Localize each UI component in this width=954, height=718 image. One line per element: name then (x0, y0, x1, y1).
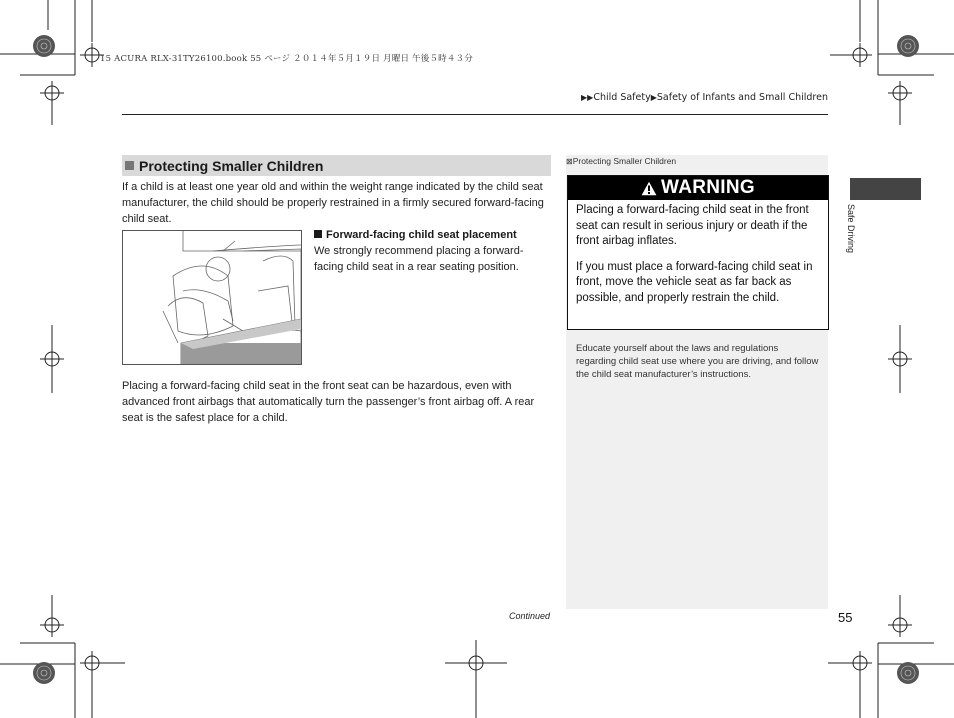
intro-paragraph: If a child is at least one year old and within the weight range indicated by the child seat manufacturer, the child should be properly restrained in a firmly secured forward-facing child seat. (122, 181, 544, 225)
warning-box (567, 175, 829, 330)
child-seat-drawing (123, 231, 301, 364)
chapter-tab-label: Safe Driving (846, 204, 856, 254)
breadcrumb-link-child-safety[interactable]: Child Safety (593, 92, 651, 103)
breadcrumb-current: Safety of Infants and Small Children (656, 92, 828, 103)
warning-triangle-icon (641, 181, 657, 196)
warning-paragraph-2: If you must place a forward-facing child seat in front, move the vehicle seat as far back as possible, and properly restrain the child. (576, 260, 813, 304)
subhead-body: We strongly recommend placing a forward-facing child seat in a rear seating position. (314, 245, 524, 273)
breadcrumb (581, 92, 828, 103)
sidebar-reference-label: Protecting Smaller Children (572, 156, 677, 166)
warning-body (576, 203, 822, 316)
sidebar-note: Educate yourself about the laws and regulations regarding child seat use where you are driving, and follow the child seat manufacturer’s instructions. (576, 343, 819, 380)
child-seat-illustration (122, 230, 302, 365)
section-title: Protecting Smaller Children (139, 157, 324, 174)
warning-title: WARNING (661, 177, 755, 198)
subhead-title: Forward-facing child seat placement (326, 229, 517, 241)
file-info-line: 15 ACURA RLX-31TY26100.book 55 ページ ２０１４年５月１９日 月曜日 午後５時４３分 (100, 54, 473, 64)
section-heading-bar (122, 155, 551, 176)
page-number: 55 (838, 610, 853, 625)
breadcrumb-arrows: ▶▶ (581, 93, 594, 102)
continued-label: Continued (508, 611, 550, 621)
forward-facing-subsection (314, 227, 552, 275)
breadcrumb-separator: ▶ (650, 93, 657, 102)
subhead-square-icon (314, 230, 322, 238)
sidebar-reference[interactable] (566, 156, 676, 166)
front-seat-hazard-paragraph: Placing a forward-facing child seat in the front seat can be hazardous, even with advanced front airbags that automatically turn the passenger’s front airbag off. A rear seat is the safest place for a child. (122, 380, 535, 424)
warning-paragraph-1: Placing a forward-facing child seat in the front seat can result in serious injury or death if the front airbag inflates. (576, 204, 809, 247)
reference-arrow-icon: ⊠ (566, 157, 573, 166)
chapter-tab[interactable] (850, 178, 921, 200)
section-square-icon (125, 161, 134, 170)
warning-header (568, 176, 828, 200)
header-rule (122, 114, 828, 115)
